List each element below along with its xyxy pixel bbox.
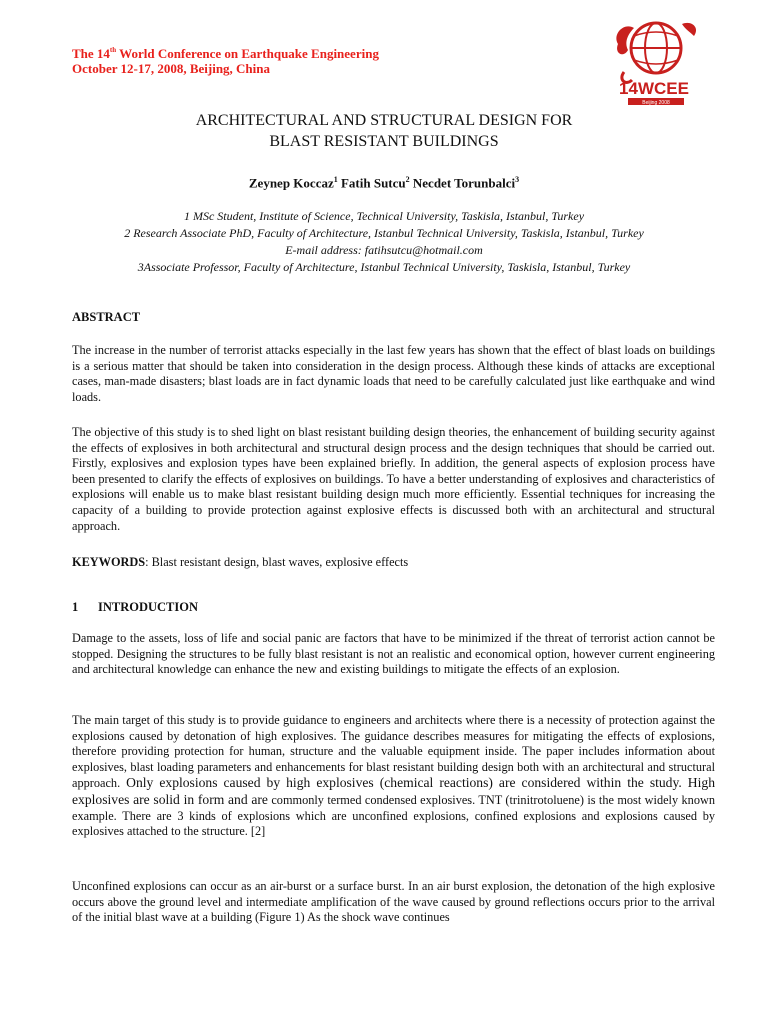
paper-title-line-2: BLAST RESISTANT BUILDINGS bbox=[269, 133, 499, 150]
introduction-paragraph-3: Unconfined explosions can occur as an air-burst or a surface burst. In an air burst explosion, the detonation of the high explosive occurs above the ground level and intermediate amplification of the wave caused by ground reflections occurs prior to the arrival of the initial blast wave at a building (Figure 1) As the shock wave continues bbox=[72, 879, 715, 925]
affiliation-line: 3Associate Professor, Faculty of Architecture, Istanbul Technical University, Taskisla, Istanbul, Turkey bbox=[137, 260, 631, 274]
keywords-label: KEYWORDS bbox=[72, 555, 146, 569]
conference-line1-post: World Conference on Earthquake Engineering bbox=[116, 46, 379, 61]
author-affiliation-mark: 2 bbox=[405, 175, 410, 184]
keywords-line bbox=[72, 555, 408, 570]
author-affiliation-mark: 1 bbox=[333, 175, 338, 184]
introduction-paragraph-1: Damage to the assets, loss of life and social panic are factors that have to be minimized if the threat of terrorist action cannot be stopped. Designing the structures to be fully blast resistant is not an realistic and economical option, however current engineering and architectural knowledge can enhance the new and existing buildings to mitigate the effects of an explosion. bbox=[72, 631, 715, 677]
paragraph-segment: The main target of this study is to provide guidance to engineers and architects where there is a necessity of protection against the explosions caused by detonation of high explosives. The guidance describes measures for mitigating the effects of explosions, therefore providing protection for human, structure and the valuable equipment inside. The paper includes information about explosives, blast loading parameters and enhancements for blast resistant building design both with an architectural and structural approach. bbox=[72, 713, 715, 791]
abstract-paragraph-1: The increase in the number of terrorist attacks especially in the last few years has shown that the effect of blast loads on buildings is a serious matter that should be taken into consideration in the design process. Although these kinds of attacks are exceptional cases, man-made disasters; blast loads are in fact dynamic loads that need to be carefully calculated just like earthquake and wind loads. bbox=[72, 343, 715, 404]
paper-title bbox=[0, 110, 768, 152]
affiliation-email: E-mail address: fatihsutcu@hotmail.com bbox=[285, 243, 483, 257]
conference-header bbox=[72, 46, 379, 76]
paragraph-segment: Only explosions caused by high explosives (chemical reactions) are considered within the study. High explosives are solid in form and are bbox=[72, 775, 715, 807]
keywords-text: : Blast resistant design, blast waves, explosive effects bbox=[145, 555, 409, 569]
logo-wordmark: 14WCEE bbox=[619, 79, 689, 98]
paper-title-line-1: ARCHITECTURAL AND STRUCTURAL DESIGN FOR bbox=[195, 112, 573, 129]
conference-line1-pre: The 14 bbox=[72, 46, 110, 61]
dragon-globe-icon bbox=[616, 23, 696, 83]
wcee-logo bbox=[610, 14, 702, 110]
author-name: Fatih Sutcu bbox=[340, 175, 406, 191]
introduction-paragraph-2 bbox=[72, 713, 715, 840]
conference-dates-location: October 12-17, 2008, Beijing, China bbox=[72, 61, 271, 76]
section-number: 1 bbox=[72, 600, 79, 614]
author-list bbox=[0, 175, 768, 191]
affiliations bbox=[0, 208, 768, 276]
paragraph-segment: commonly termed condensed explosives. TNT (trinitrotoluene) is the most widely known example. There are 3 kinds of explosions which are unconfined explosions, confined explosions and explosions caused by explosives attached to the structure. [2] bbox=[72, 792, 715, 839]
author-name: Zeynep Koccaz bbox=[248, 175, 334, 191]
abstract-heading: ABSTRACT bbox=[72, 310, 141, 324]
conference-ordinal-suffix: th bbox=[109, 46, 117, 54]
abstract-paragraph-2: The objective of this study is to shed light on blast resistant building design theories, the enhancement of building security against the effects of explosives in both architectural and structural design process and the design techniques that should be carried out. Firstly, explosives and explosion types have been explained briefly. In addition, the general aspects of explosion process have been presented to clarify the effects of explosives on buildings. To have a better understanding of explosives and characteristics of explosions will enable us to make blast resistant building design much more efficiently. Essential techniques for increasing the capacity of a building to provide protection against explosive effects is discussed both with an architectural and structural approach. bbox=[72, 425, 715, 533]
affiliation-line: 1 MSc Student, Institute of Science, Technical University, Taskisla, Istanbul, Turkey bbox=[183, 209, 585, 223]
section-title: INTRODUCTION bbox=[98, 600, 199, 614]
author-affiliation-mark: 3 bbox=[515, 175, 520, 184]
logo-subtext: Beijing 2008 bbox=[642, 100, 670, 106]
conference-line-1 bbox=[72, 46, 379, 61]
introduction-heading bbox=[72, 600, 198, 615]
author-name: Necdet Torunbalci bbox=[412, 175, 516, 191]
affiliation-line: 2 Research Associate PhD, Faculty of Architecture, Istanbul Technical University, Taskisla, Istanbul, Turkey bbox=[124, 226, 644, 240]
